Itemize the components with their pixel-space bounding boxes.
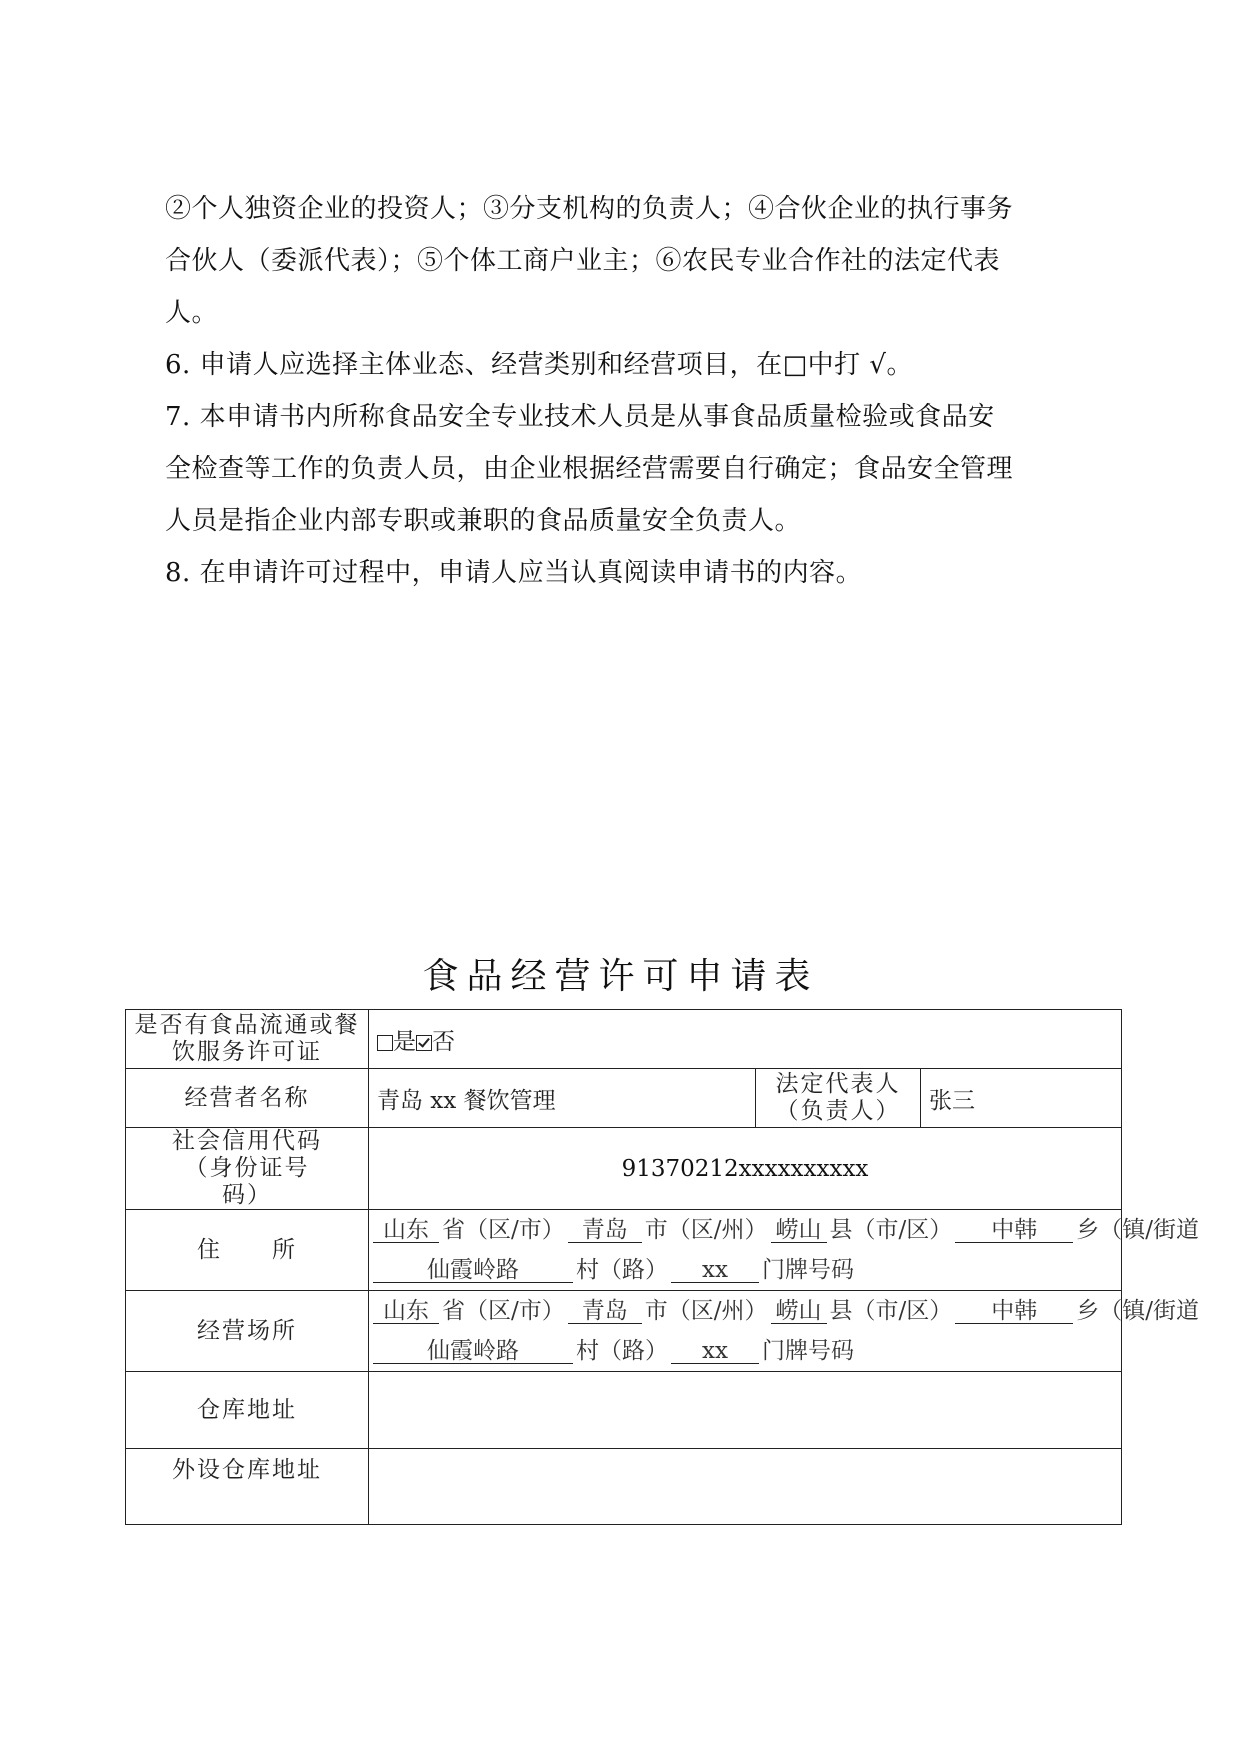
note-line: 6. 申请人应选择主体业态、经营类别和经营项目，在□中打 √。 bbox=[165, 350, 913, 380]
site-town[interactable]: 中韩 bbox=[955, 1299, 1073, 1324]
residence-town[interactable]: 中韩 bbox=[955, 1218, 1073, 1243]
residence-address bbox=[369, 1210, 1199, 1291]
instructions-notes bbox=[165, 183, 1105, 599]
residence-road[interactable]: 仙霞岭路 bbox=[373, 1258, 573, 1283]
operator-name-value[interactable]: 青岛 xx 餐饮管理 bbox=[369, 1069, 756, 1128]
license-row bbox=[126, 1010, 1122, 1069]
site-county[interactable]: 崂山 bbox=[771, 1299, 827, 1324]
business-site-row bbox=[126, 1291, 1122, 1372]
note-line: 7. 本申请书内所称食品安全专业技术人员是从事食品质量检验或食品安 bbox=[165, 402, 995, 432]
note-line: 合伙人（委派代表）；⑤个体工商户业主；⑥农民专业合作社的法定代表 bbox=[165, 246, 1001, 276]
license-no-checkbox[interactable] bbox=[416, 1035, 432, 1051]
form-title: 食品经营许可申请表 bbox=[422, 956, 819, 997]
license-yes-checkbox[interactable] bbox=[377, 1035, 393, 1051]
site-city-suffix: 市（区/州） bbox=[644, 1298, 768, 1324]
application-form-table bbox=[125, 1009, 1199, 1525]
external-warehouse-label: 外设仓库地址 bbox=[126, 1449, 369, 1525]
warehouse-label: 仓库地址 bbox=[126, 1372, 369, 1449]
site-county-suffix: 县（市/区） bbox=[829, 1298, 953, 1324]
residence-province-suffix: 省（区/市） bbox=[442, 1217, 565, 1243]
site-province-suffix: 省（区/市） bbox=[442, 1298, 565, 1324]
residence-county[interactable]: 崂山 bbox=[771, 1218, 827, 1243]
external-warehouse-value[interactable] bbox=[369, 1449, 1122, 1525]
residence-label: 住 所 bbox=[126, 1210, 369, 1291]
residence-county-suffix: 县（市/区） bbox=[829, 1217, 953, 1243]
warehouse-value[interactable] bbox=[369, 1372, 1122, 1449]
business-site-label: 经营场所 bbox=[126, 1291, 369, 1372]
legal-rep-label: 法定代表人（负责人） bbox=[756, 1069, 921, 1128]
credit-code-label: 社会信用代码（身份证号码） bbox=[126, 1128, 369, 1210]
legal-rep-value[interactable]: 张三 bbox=[921, 1069, 1122, 1128]
residence-town-suffix: 乡（镇/街道 bbox=[1076, 1217, 1199, 1243]
residence-number[interactable]: xx bbox=[671, 1258, 759, 1283]
site-number[interactable]: xx bbox=[671, 1339, 759, 1364]
site-road[interactable]: 仙霞岭路 bbox=[373, 1339, 573, 1364]
site-town-suffix: 乡（镇/街道 bbox=[1076, 1298, 1199, 1324]
license-options bbox=[369, 1010, 1122, 1069]
note-line: 人员是指企业内部专职或兼职的食品质量安全负责人。 bbox=[165, 506, 802, 536]
license-yes-label: 是 bbox=[393, 1028, 416, 1055]
note-line: ②个人独资企业的投资人；③分支机构的负责人；④合伙企业的执行事务 bbox=[165, 194, 1014, 224]
residence-row bbox=[126, 1210, 1122, 1291]
residence-city-suffix: 市（区/州） bbox=[644, 1217, 768, 1243]
note-line: 8. 在申请许可过程中，申请人应当认真阅读申请书的内容。 bbox=[165, 558, 863, 588]
note-line: 全检查等工作的负责人员，由企业根据经营需要自行确定；食品安全管理 bbox=[165, 454, 1014, 484]
site-province[interactable]: 山东 bbox=[373, 1299, 439, 1324]
operator-name-label: 经营者名称 bbox=[126, 1069, 369, 1128]
credit-code-value[interactable]: 91370212xxxxxxxxxx bbox=[369, 1128, 1122, 1210]
license-no-label: 否 bbox=[432, 1028, 455, 1055]
residence-city[interactable]: 青岛 bbox=[568, 1218, 642, 1243]
residence-province[interactable]: 山东 bbox=[373, 1218, 439, 1243]
note-line: 人。 bbox=[165, 298, 219, 328]
license-label: 是否有食品流通或餐饮服务许可证 bbox=[126, 1010, 369, 1069]
operator-row bbox=[126, 1069, 1122, 1128]
site-road-suffix: 村（路） bbox=[576, 1338, 668, 1364]
residence-number-suffix: 门牌号码 bbox=[762, 1257, 854, 1283]
residence-road-suffix: 村（路） bbox=[576, 1257, 668, 1283]
business-site-address bbox=[369, 1291, 1199, 1372]
warehouse-row bbox=[126, 1372, 1122, 1449]
external-warehouse-row bbox=[126, 1449, 1122, 1525]
site-city[interactable]: 青岛 bbox=[568, 1299, 642, 1324]
site-number-suffix: 门牌号码 bbox=[762, 1338, 854, 1364]
credit-row bbox=[126, 1128, 1122, 1210]
